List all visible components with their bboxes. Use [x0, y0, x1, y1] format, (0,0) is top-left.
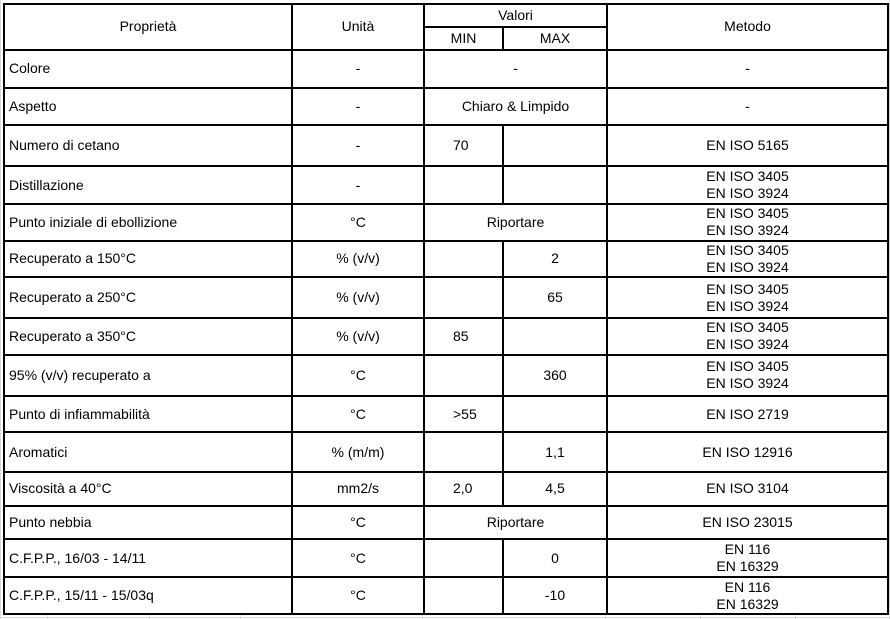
property-cell: Recuperato a 250°C — [4, 277, 292, 318]
property-cell: C.F.P.P., 16/03 - 14/11 — [4, 539, 292, 577]
method-line: EN ISO 3924 — [706, 258, 789, 275]
max-cell: -10 — [503, 577, 607, 614]
header-unit: Unità — [292, 4, 424, 50]
method-cell — [607, 166, 888, 204]
method-line: EN ISO 3405 — [706, 168, 789, 185]
method-cell — [607, 241, 888, 278]
max-cell: 2 — [503, 241, 607, 278]
method-cell — [607, 432, 888, 472]
method-line: EN ISO 3924 — [706, 185, 789, 202]
table-row — [4, 355, 888, 396]
method-line: EN 116 — [724, 578, 771, 595]
unit-cell: - — [292, 50, 424, 88]
max-cell — [503, 166, 607, 204]
max-cell: 0 — [503, 539, 607, 577]
unit-cell: - — [292, 88, 424, 126]
max-cell: 4,5 — [503, 472, 607, 506]
unit-cell: % (v/v) — [292, 241, 424, 278]
property-cell: C.F.P.P., 15/11 - 15/03q — [4, 577, 292, 614]
header-max: MAX — [503, 27, 607, 49]
method-line: EN ISO 3924 — [706, 336, 789, 353]
method-line: EN ISO 3405 — [706, 358, 789, 375]
table-row — [4, 539, 888, 577]
min-cell: 2,0 — [424, 472, 503, 506]
method-cell — [607, 506, 888, 540]
method-line: EN ISO 3405 — [706, 319, 789, 336]
property-cell: Colore — [4, 50, 292, 88]
method-line: EN ISO 3924 — [706, 297, 789, 314]
unit-cell: % (v/v) — [292, 277, 424, 318]
method-line: EN ISO 3405 — [706, 205, 789, 222]
table-row — [4, 241, 888, 278]
table-row — [4, 166, 888, 204]
min-cell — [424, 432, 503, 472]
value-span-cell: Riportare — [424, 204, 607, 241]
min-cell: 85 — [424, 318, 503, 355]
header-property: Proprietà — [4, 4, 292, 50]
method-cell — [607, 539, 888, 577]
table-row — [4, 577, 888, 614]
max-cell — [503, 318, 607, 355]
min-cell — [424, 577, 503, 614]
property-cell: Recuperato a 150°C — [4, 241, 292, 278]
property-cell: Recuperato a 350°C — [4, 318, 292, 355]
table-row — [4, 50, 888, 88]
unit-cell: % (m/m) — [292, 432, 424, 472]
max-cell: 65 — [503, 277, 607, 318]
method-line: EN ISO 3924 — [706, 375, 789, 392]
min-cell: 70 — [424, 125, 503, 166]
unit-cell: °C — [292, 204, 424, 241]
max-cell: 360 — [503, 355, 607, 396]
unit-cell: °C — [292, 506, 424, 540]
table-row — [4, 88, 888, 126]
method-line: EN ISO 12916 — [702, 443, 793, 460]
unit-cell: °C — [292, 355, 424, 396]
method-cell — [607, 277, 888, 318]
unit-cell: - — [292, 125, 424, 166]
property-cell: 95% (v/v) recuperato a — [4, 355, 292, 396]
method-line: - — [745, 97, 750, 114]
method-line: EN ISO 5165 — [706, 137, 789, 154]
max-cell — [503, 125, 607, 166]
method-cell — [607, 577, 888, 614]
min-cell — [424, 166, 503, 204]
method-cell — [607, 396, 888, 433]
min-cell — [424, 241, 503, 278]
unit-cell: - — [292, 166, 424, 204]
property-cell: Numero di cetano — [4, 125, 292, 166]
property-cell: Punto iniziale di ebollizione — [4, 204, 292, 241]
table-row — [4, 204, 888, 241]
method-line: EN ISO 23015 — [702, 514, 793, 531]
method-line: EN 16329 — [716, 595, 779, 612]
method-line: EN ISO 3924 — [706, 222, 789, 239]
method-line: EN ISO 2719 — [706, 405, 789, 422]
method-line: EN 16329 — [716, 558, 779, 575]
value-span-cell: - — [424, 50, 607, 88]
min-cell — [424, 277, 503, 318]
method-cell — [607, 472, 888, 506]
property-cell: Distillazione — [4, 166, 292, 204]
table-row — [4, 396, 888, 433]
method-cell — [607, 50, 888, 88]
max-cell: 1,1 — [503, 432, 607, 472]
unit-cell: °C — [292, 577, 424, 614]
property-cell: Punto di infiammabilità — [4, 396, 292, 433]
method-line: EN 116 — [724, 541, 771, 558]
method-line: EN ISO 3405 — [706, 280, 789, 297]
table-row — [4, 472, 888, 506]
table-row — [4, 432, 888, 472]
unit-cell: °C — [292, 396, 424, 433]
method-cell — [607, 125, 888, 166]
method-cell — [607, 355, 888, 396]
specification-table — [3, 3, 889, 615]
table-row — [4, 506, 888, 540]
method-cell — [607, 88, 888, 126]
table-row — [4, 318, 888, 355]
property-cell: Aspetto — [4, 88, 292, 126]
max-cell — [503, 396, 607, 433]
method-cell — [607, 318, 888, 355]
min-cell — [424, 355, 503, 396]
header-values: Valori — [424, 4, 607, 27]
unit-cell: % (v/v) — [292, 318, 424, 355]
header-min: MIN — [424, 27, 503, 49]
property-cell: Aromatici — [4, 432, 292, 472]
table-row — [4, 125, 888, 166]
property-cell: Viscosità a 40°C — [4, 472, 292, 506]
method-line: EN ISO 3104 — [706, 480, 789, 497]
table-row — [4, 277, 888, 318]
method-line: EN ISO 3405 — [706, 241, 789, 258]
value-span-cell: Riportare — [424, 506, 607, 540]
method-line: - — [745, 60, 750, 77]
header-method: Metodo — [607, 4, 888, 50]
header-row-top — [4, 4, 888, 27]
min-cell — [424, 539, 503, 577]
property-cell: Punto nebbia — [4, 506, 292, 540]
unit-cell: mm2/s — [292, 472, 424, 506]
method-cell — [607, 204, 888, 241]
min-cell: >55 — [424, 396, 503, 433]
unit-cell: °C — [292, 539, 424, 577]
value-span-cell: Chiaro & Limpido — [424, 88, 607, 126]
